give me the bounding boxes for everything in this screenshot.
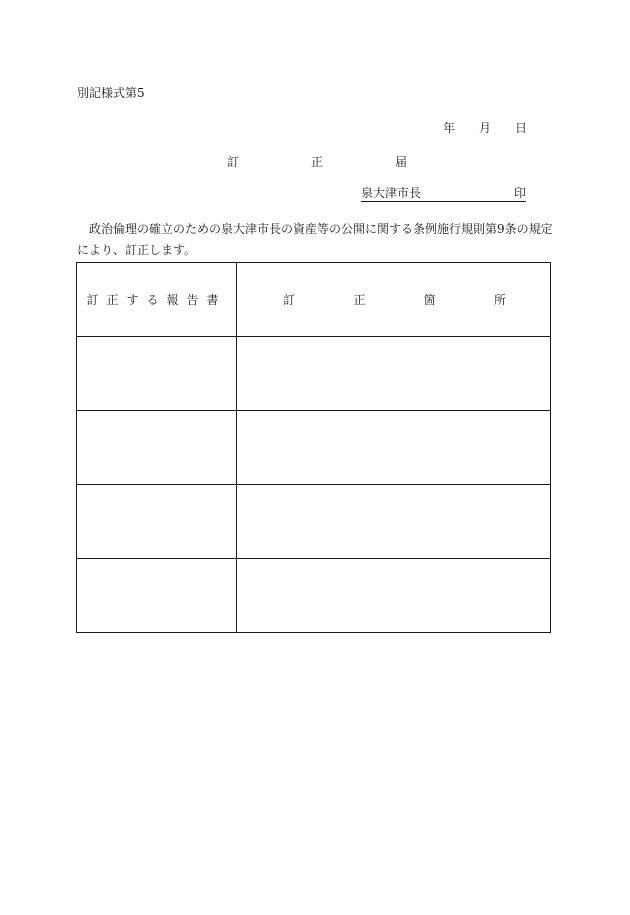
location-cell[interactable] — [237, 337, 551, 411]
header-location-char-2: 正 — [353, 293, 366, 307]
table-row — [77, 337, 551, 411]
report-cell[interactable] — [77, 485, 237, 559]
date-year-label: 年 — [443, 121, 456, 135]
table-header-row — [77, 263, 551, 337]
report-cell[interactable] — [77, 337, 237, 411]
table-row — [77, 411, 551, 485]
location-cell[interactable] — [237, 559, 551, 633]
date-day-label: 日 — [515, 121, 528, 135]
signer-name: 泉大津市長 — [361, 186, 422, 200]
form-id: 別記様式第5 — [77, 86, 145, 100]
header-location-label — [237, 291, 550, 308]
header-report-label: 訂正する報告書 — [86, 293, 227, 307]
header-location-char-3: 箇 — [423, 293, 436, 307]
title-char-1: 訂 — [227, 155, 240, 169]
location-cell[interactable] — [237, 485, 551, 559]
correction-table — [76, 262, 551, 633]
signer-line — [361, 186, 526, 202]
date-line — [443, 119, 527, 136]
report-cell[interactable] — [77, 411, 237, 485]
title-char-2: 正 — [311, 155, 324, 169]
header-location-char-1: 訂 — [283, 293, 296, 307]
seal-mark: 印 — [513, 186, 526, 200]
report-cell[interactable] — [77, 559, 237, 633]
header-report-cell — [77, 263, 237, 337]
date-month-label: 月 — [479, 121, 492, 135]
header-location-char-4: 所 — [493, 293, 506, 307]
title-char-3: 届 — [395, 155, 408, 169]
header-location-cell — [237, 263, 551, 337]
table-row — [77, 485, 551, 559]
location-cell[interactable] — [237, 411, 551, 485]
table-row — [77, 559, 551, 633]
form-title — [227, 153, 407, 170]
body-text: 政治倫理の確立のための泉大津市長の資産等の公開に関する条例施行規則第9条の規定により、訂正します。 — [77, 222, 553, 257]
